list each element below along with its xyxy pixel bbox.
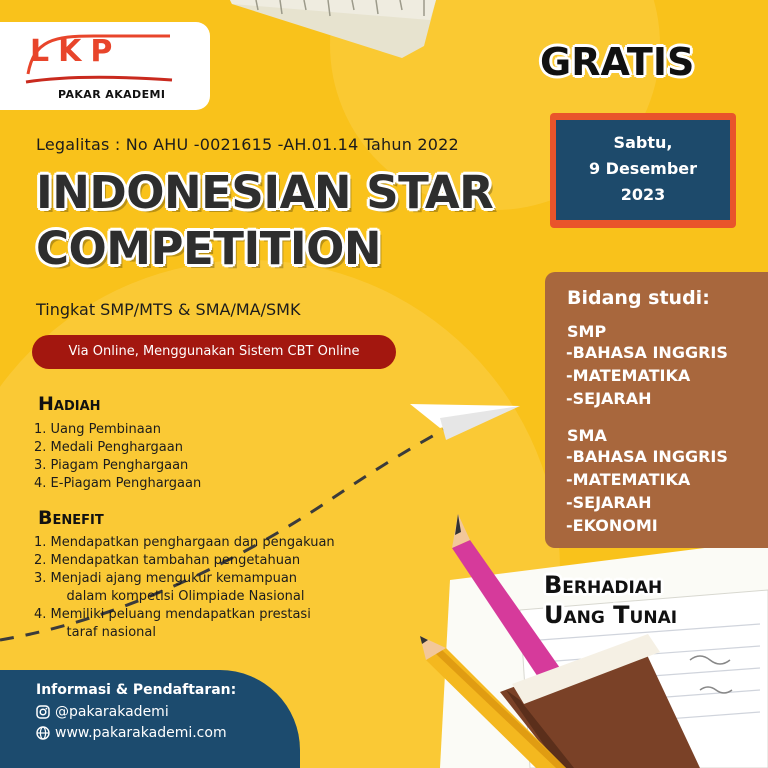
- instagram-icon: [36, 705, 50, 719]
- mode-badge: Via Online, Menggunakan Sistem CBT Online: [32, 335, 396, 369]
- sma-heading: SMA: [567, 426, 607, 445]
- list-item: 1. Uang Pembinaan: [34, 422, 161, 437]
- reward-line-1: Berhadiah: [544, 571, 663, 599]
- list-item: -SEJARAH: [566, 493, 652, 512]
- list-item: 3. Piagam Penghargaan: [34, 458, 189, 473]
- globe-icon: [36, 726, 50, 740]
- instagram-handle[interactable]: @pakarakademi: [55, 704, 169, 720]
- sma-subject-list: [566, 445, 728, 537]
- list-item: -SEJARAH: [566, 389, 652, 408]
- list-item: -BAHASA INGGRIS: [566, 343, 728, 362]
- website-link[interactable]: www.pakarakademi.com: [55, 725, 227, 741]
- title-line-2: COMPETITION: [36, 222, 382, 275]
- free-label: GRATIS: [540, 40, 695, 84]
- logo-letter: L: [30, 34, 51, 69]
- reward-line-2: Uang Tunai: [544, 601, 678, 629]
- paper-plane-icon: [410, 404, 520, 440]
- list-item: 2. Mendapatkan tambahan pengetahuan: [34, 553, 301, 568]
- logo-subtitle: PAKAR AKADEMI: [58, 88, 166, 101]
- date-month: 9 Desember: [588, 159, 698, 178]
- logo: [30, 34, 113, 69]
- list-item: -MATEMATIKA: [566, 470, 691, 489]
- benefit-list: [34, 534, 335, 642]
- title-line-1: INDONESIAN STAR: [36, 166, 494, 219]
- date-year: 2023: [620, 185, 666, 204]
- date-day: Sabtu,: [613, 133, 673, 152]
- smp-subject-list: [566, 341, 728, 410]
- benefit-heading: Benefit: [38, 507, 104, 529]
- website-row[interactable]: [36, 725, 227, 741]
- ruler-icon: [230, 0, 436, 58]
- logo-letter: K: [58, 34, 83, 69]
- list-item: -BAHASA INGGRIS: [566, 447, 728, 466]
- info-title: Informasi & Pendaftaran:: [36, 682, 237, 698]
- smp-heading: SMP: [567, 322, 607, 341]
- prize-list: [34, 421, 201, 493]
- instagram-row[interactable]: [36, 704, 169, 720]
- list-item: 4. Memiliki peluang mendapatkan prestasi taraf nasional: [34, 607, 311, 640]
- study-title: Bidang studi:: [567, 287, 710, 309]
- list-item: 2. Medali Penghargaan: [34, 440, 183, 455]
- level-text: Tingkat SMP/MTS & SMA/MA/SMK: [36, 300, 301, 319]
- list-item: 4. E-Piagam Penghargaan: [34, 476, 202, 491]
- list-item: 3. Menjadi ajang mengukur kemampuan dalam kompetisi Olimpiade Nasional: [34, 571, 305, 604]
- list-item: -EKONOMI: [566, 516, 658, 535]
- prize-heading: Hadiah: [38, 393, 101, 415]
- legal-text: Legalitas : No AHU -0021615 -AH.01.14 Tahun 2022: [36, 135, 459, 154]
- logo-letter: P: [90, 34, 114, 69]
- list-item: -MATEMATIKA: [566, 366, 691, 385]
- list-item: 1. Mendapatkan penghargaan dan pengakuan: [34, 535, 335, 550]
